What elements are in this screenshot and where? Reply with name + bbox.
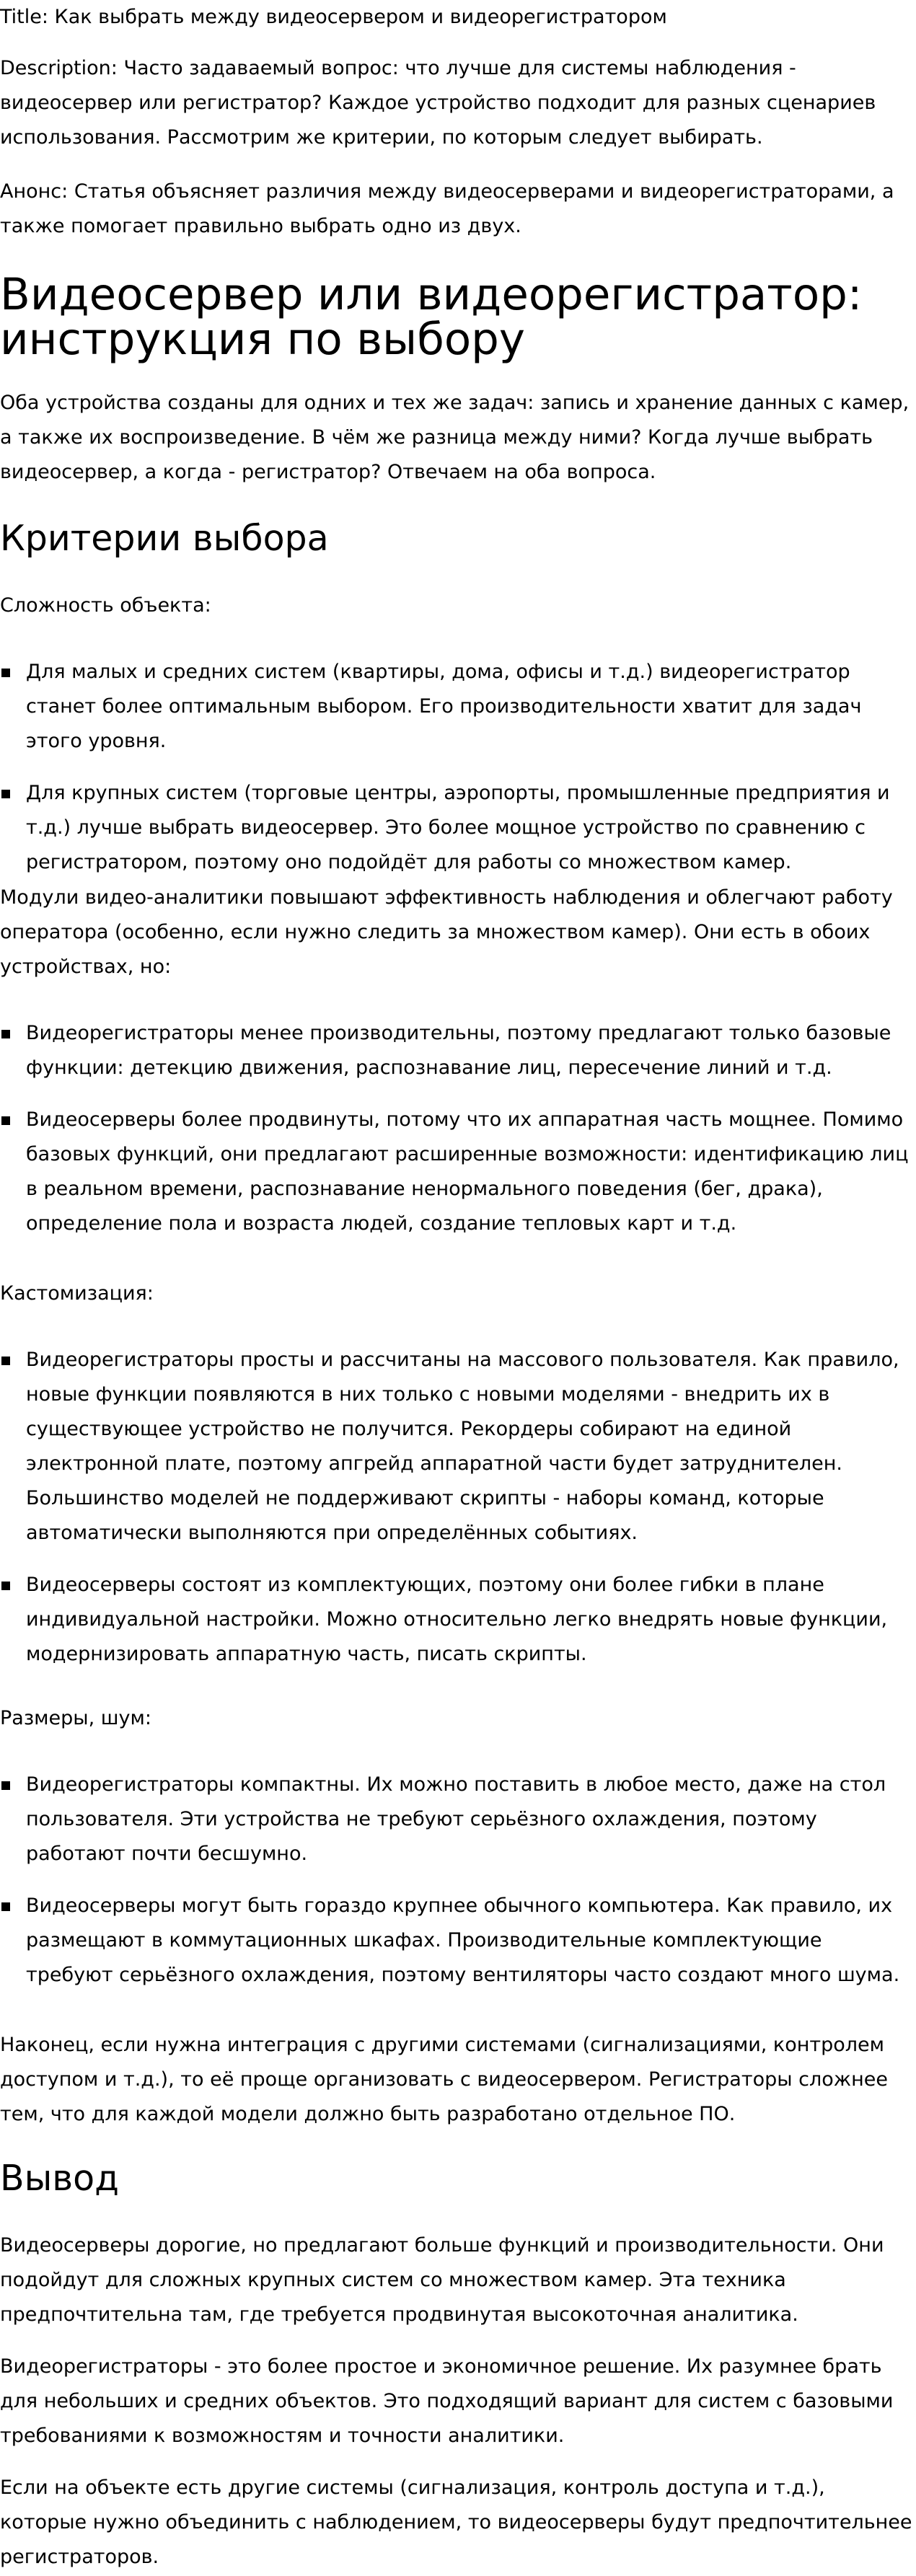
complexity-list	[0, 655, 916, 880]
list-item-text: Видеосерверы могут быть гораздо крупнее обычного компьютера. Как правило, их размещают в коммутационных шкафах. Производительные комплектующие требуют серьёзного охлаждения, поэтому вентиляторы часто создают много шума.	[26, 1894, 900, 1986]
list-item	[0, 1016, 915, 1085]
bullet-icon	[1, 1357, 10, 1365]
integration-paragraph: Наконец, если нужна интеграция с другими системами (сигнализациями, контролем доступом и т.д.), то её проще организовать с видеосервером. Регистраторы сложнее тем, что для каждой модели должно быть разработано отдельное ПО.	[0, 2034, 888, 2125]
bullet-icon	[1, 1030, 10, 1038]
list-item	[0, 655, 915, 759]
list-item-text: Видеосерверы более продвинуты, потому что их аппаратная часть мощнее. Помимо базовых функций, они предлагают расширенные возможности: идентификацию лиц в реальном времени, распознавание ненормального поведения (бег, драка), определение пола и возраста людей, создание тепловых карт и т.д.	[26, 1108, 909, 1235]
customization-label: Кастомизация:	[0, 1282, 154, 1305]
article-title: Видеосервер или видеорегистратор: инструкция по выбору	[0, 269, 863, 365]
list-item-text: Для малых и средних систем (квартиры, дома, офисы и т.д.) видеорегистратор станет более оптимальным выбором. Его производительности хватит для задач этого уровня.	[26, 661, 862, 752]
criteria-heading: Критерии выбора	[0, 518, 329, 559]
bullet-icon	[1, 1781, 10, 1790]
list-item	[0, 1889, 915, 1993]
list-item	[0, 1343, 915, 1551]
bullet-icon	[1, 1902, 10, 1911]
size-noise-list	[0, 1768, 916, 1993]
meta-description: Description: Часто задаваемый вопрос: что лучше для системы наблюдения - видеосервер или регистратор? Каждое устройство подходит для разных сценариев использования. Рассмотрим же критерии, по которым следует выбирать.	[0, 57, 876, 149]
list-item	[0, 1768, 915, 1871]
bullet-icon	[1, 669, 10, 677]
analytics-list	[0, 1016, 916, 1241]
analytics-paragraph: Модули видео-аналитики повышают эффективность наблюдения и облегчают работу оператора (особенно, если нужно следить за множеством камер). Они есть в обоих устройствах, но:	[0, 886, 893, 978]
list-item-text: Видеорегистраторы просты и рассчитаны на массового пользователя. Как правило, новые функции появляются в них только с новыми моделями - внедрить их в существующее устройство не получится. Рекордеры собирают на единой электронной плате, поэтому апгрейд аппаратной части будет затруднителен. Большинство моделей не поддерживают скрипты - наборы команд, которые автоматически выполняются при определённых событиях.	[26, 1349, 899, 1544]
complexity-label: Сложность объекта:	[0, 594, 211, 617]
conclusion-paragraph: Видеосерверы дорогие, но предлагают больше функций и производительности. Они подойдут для сложных крупных систем со множеством камер. Эта техника предпочтительна там, где требуется продвинутая высокоточная аналитика.	[0, 2234, 884, 2326]
conclusion-paragraph: Видеорегистраторы - это более простое и экономичное решение. Их разумнее брать для небольших и средних объектов. Это подходящий вариант для систем с базовыми требованиями к возможностям и точности аналитики.	[0, 2355, 894, 2447]
meta-announce: Анонс: Статья объясняет различия между видеосерверами и видеорегистраторами, а также помогает правильно выбрать одно из двух.	[0, 180, 894, 237]
conclusion-heading: Вывод	[0, 2158, 120, 2199]
customization-list	[0, 1343, 916, 1672]
list-item	[0, 1103, 915, 1241]
intro-paragraph: Оба устройства созданы для одних и тех же задач: запись и хранение данных с камер, а также их воспроизведение. В чём же разница между ними? Когда лучше выбрать видеосервер, а когда - регистратор? Отвечаем на оба вопроса.	[0, 392, 910, 483]
list-item	[0, 1568, 915, 1672]
conclusion-paragraph: Если на объекте есть другие системы (сигнализация, контроль доступа и т.д.), которые нужно объединить с наблюдением, то видеосерверы будут предпочтительнее регистраторов.	[0, 2476, 912, 2568]
list-item-text: Видеосерверы состоят из комплектующих, поэтому они более гибки в плане индивидуальной настройки. Можно относительно легко внедрять новые функции, модернизировать аппаратную часть, писать скрипты.	[26, 1574, 888, 1665]
list-item-text: Видеорегистраторы компактны. Их можно поставить в любое место, даже на стол пользователя. Эти устройства не требуют серьёзного охлаждения, поэтому работают почти бесшумно.	[26, 1773, 886, 1865]
list-item	[0, 776, 915, 880]
size-noise-label: Размеры, шум:	[0, 1707, 151, 1729]
list-item-text: Для крупных систем (торговые центры, аэропорты, промышленные предприятия и т.д.) лучше выбрать видеосервер. Это более мощное устройство по сравнению с регистратором, поэтому оно подойдёт для работы со множеством камер.	[26, 782, 890, 873]
bullet-icon	[1, 1582, 10, 1590]
bullet-icon	[1, 790, 10, 798]
bullet-icon	[1, 1116, 10, 1125]
meta-title: Title: Как выбрать между видеосервером и видеорегистратором	[0, 6, 667, 28]
list-item-text: Видеорегистраторы менее производительны, поэтому предлагают только базовые функции: детекцию движения, распознавание лиц, пересечение линий и т.д.	[26, 1022, 891, 1079]
